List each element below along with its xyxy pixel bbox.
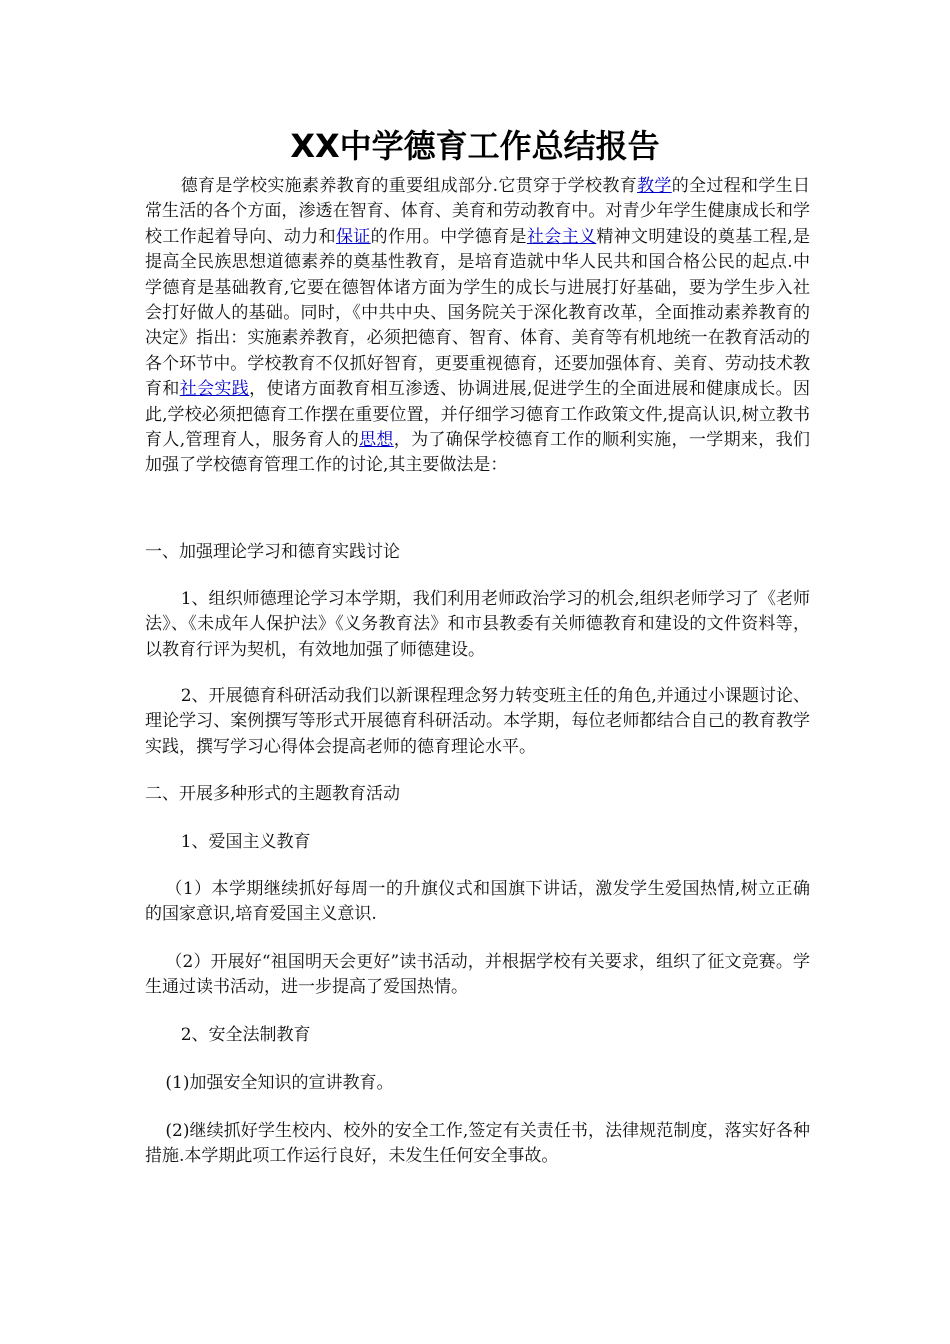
link-jiaoxue[interactable]: 教学 <box>637 176 672 196</box>
section-2-subheading-2: 2、安全法制教育 <box>180 1025 311 1045</box>
section-2-2-paragraph-1: (1)加强安全知识的宣讲教育。 <box>165 1073 394 1093</box>
section-2-1-paragraph-2: （2）开展好“祖国明天会更好”读书活动，并根据学校有关要求，组织了征文竞赛。学生通过读书活动，进一步提高了爱国热情。 <box>145 952 810 998</box>
document-title: XX中学德育工作总结报告 <box>290 127 660 165</box>
link-shehuishijian[interactable]: 社会实践 <box>179 379 250 400</box>
section-2-subheading-1: 1、爱国主义教育 <box>180 832 311 852</box>
section-2-1-paragraph-1: （1）本学期继续抓好每周一的升旗仪式和国旗下讲话，激发学生爱国热情,树立正确的国家意识,培育爱国主义意识. <box>145 879 810 925</box>
section-2-2-paragraph-2: (2)继续抓好学生校内、校外的安全工作,签定有关责任书，法律规范制度，落实好各种措施.本学期此项工作运行良好，未发生任何安全事故。 <box>145 1121 810 1167</box>
link-shehuizhuyi[interactable]: 社会主义 <box>526 226 597 247</box>
section-1-heading: 一、加强理论学习和德育实践讨论 <box>145 542 400 562</box>
intro-paragraph: 德育是学校实施素养教育的重要组成部分.它贯穿于学校教育教学的全过程和学生日常生活的各个方面，渗透在智育、体育、美育和劳动教育中。对青少年学生健康成长和学校工作起着导向、动力和保证的作用。中学德育是社会主义精神文明建设的奠基工程,是提高全民族思想道德素养的奠基性教育，是培育造就中华人民共和国合格公民的起点.中学德育是基础教育,它要在德智体诸方面为学生的成长与进展打好基础，要为学生步入社会打好做人的基础。同时，《中共中央、国务院关于深化教育改革，全面推动素养教育的决定》指出：实施素养教育，必须把德育、智育、体育、美育等有机地统一在教育活动的各个环节中。学校教育不仅抓好智育，更要重视德育，还要加强体育、美育、劳动技术教育和社会实践，使诸方面教育相互渗透、协调进展,促进学生的全面进展和健康成长。因此,学校必须把德育工作摆在重要位置，并仔细学习德育工作政策文件,提高认识,树立教书育人,管理育人，服务育人的思想，为了确保学校德育工作的顺利实施，一学期来，我们加强了学校德育管理工作的讨论,其主要做法是： <box>145 176 811 476</box>
section-1-paragraph-1: 1、组织师德理论学习本学期，我们利用老师政治学习的机会,组织老师学习了《老师法》、《未成年人保护法》《义务教育法》和市县教委有关师德教育和建设的文件资料等，以教育行评为契机，有效地加强了师德建设。 <box>145 589 810 660</box>
section-2-heading: 二、开展多种形式的主题教育活动 <box>145 784 400 804</box>
link-sixiang[interactable]: 思想 <box>359 430 394 451</box>
section-1-paragraph-2: 2、开展德育科研活动我们以新课程理念努力转变班主任的角色,并通过小课题讨论、理论学习、案例撰写等形式开展德育科研活动。本学期，每位老师都结合自己的教育教学实践，撰写学习心得体会提高老师的德育理论水平。 <box>145 686 810 757</box>
link-baozheng[interactable]: 保证 <box>335 226 371 247</box>
